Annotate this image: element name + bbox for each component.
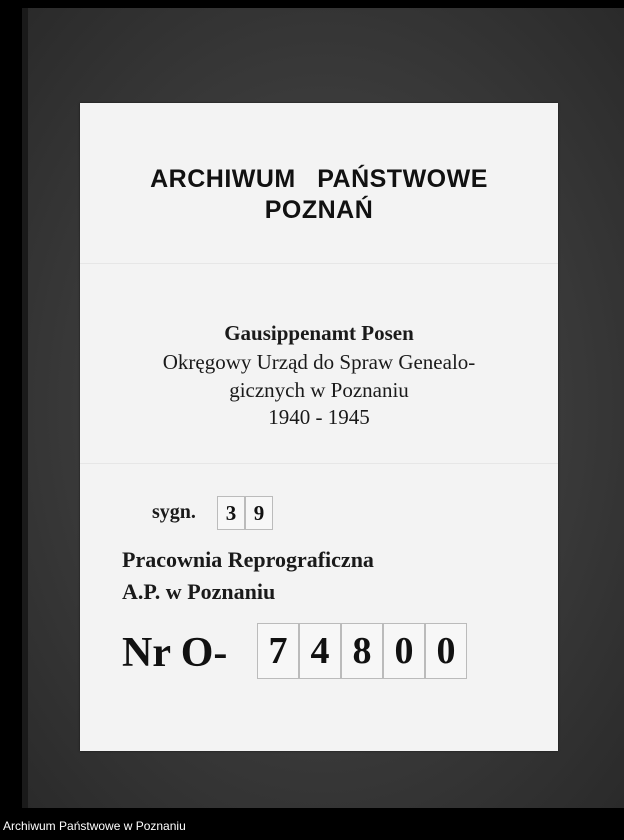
archive-name: ARCHIWUM PAŃSTWOWE xyxy=(150,165,488,193)
signature-number xyxy=(217,496,273,530)
reel-digit: 0 xyxy=(425,623,467,679)
paper-line xyxy=(80,463,558,464)
fonds-subtitle-1: Okręgowy Urząd do Spraw Genealo- xyxy=(162,350,476,374)
lab-name: Pracownia Reprograficzna xyxy=(122,547,374,572)
reel-prefix: Nr O- xyxy=(122,630,228,676)
signature-digit: 3 xyxy=(217,496,245,530)
signature-digit: 9 xyxy=(245,496,273,530)
folder-edge xyxy=(22,8,28,808)
archive-label-card xyxy=(80,103,558,751)
footer-caption: Archiwum Państwowe w Poznaniu xyxy=(3,819,186,833)
signature-label: sygn. xyxy=(152,501,196,523)
reel-digit: 8 xyxy=(341,623,383,679)
paper-line xyxy=(80,263,558,264)
lab-institution: A.P. w Poznaniu xyxy=(122,579,276,604)
reel-digit: 4 xyxy=(299,623,341,679)
reel-number xyxy=(257,623,467,679)
fonds-title: Gausippenamt Posen xyxy=(224,321,414,345)
archive-city: POZNAŃ xyxy=(264,196,374,224)
fonds-dates: 1940 - 1945 xyxy=(268,405,370,429)
reel-digit: 7 xyxy=(257,623,299,679)
fonds-subtitle-2: gicznych w Poznaniu xyxy=(229,378,409,402)
reel-digit: 0 xyxy=(383,623,425,679)
